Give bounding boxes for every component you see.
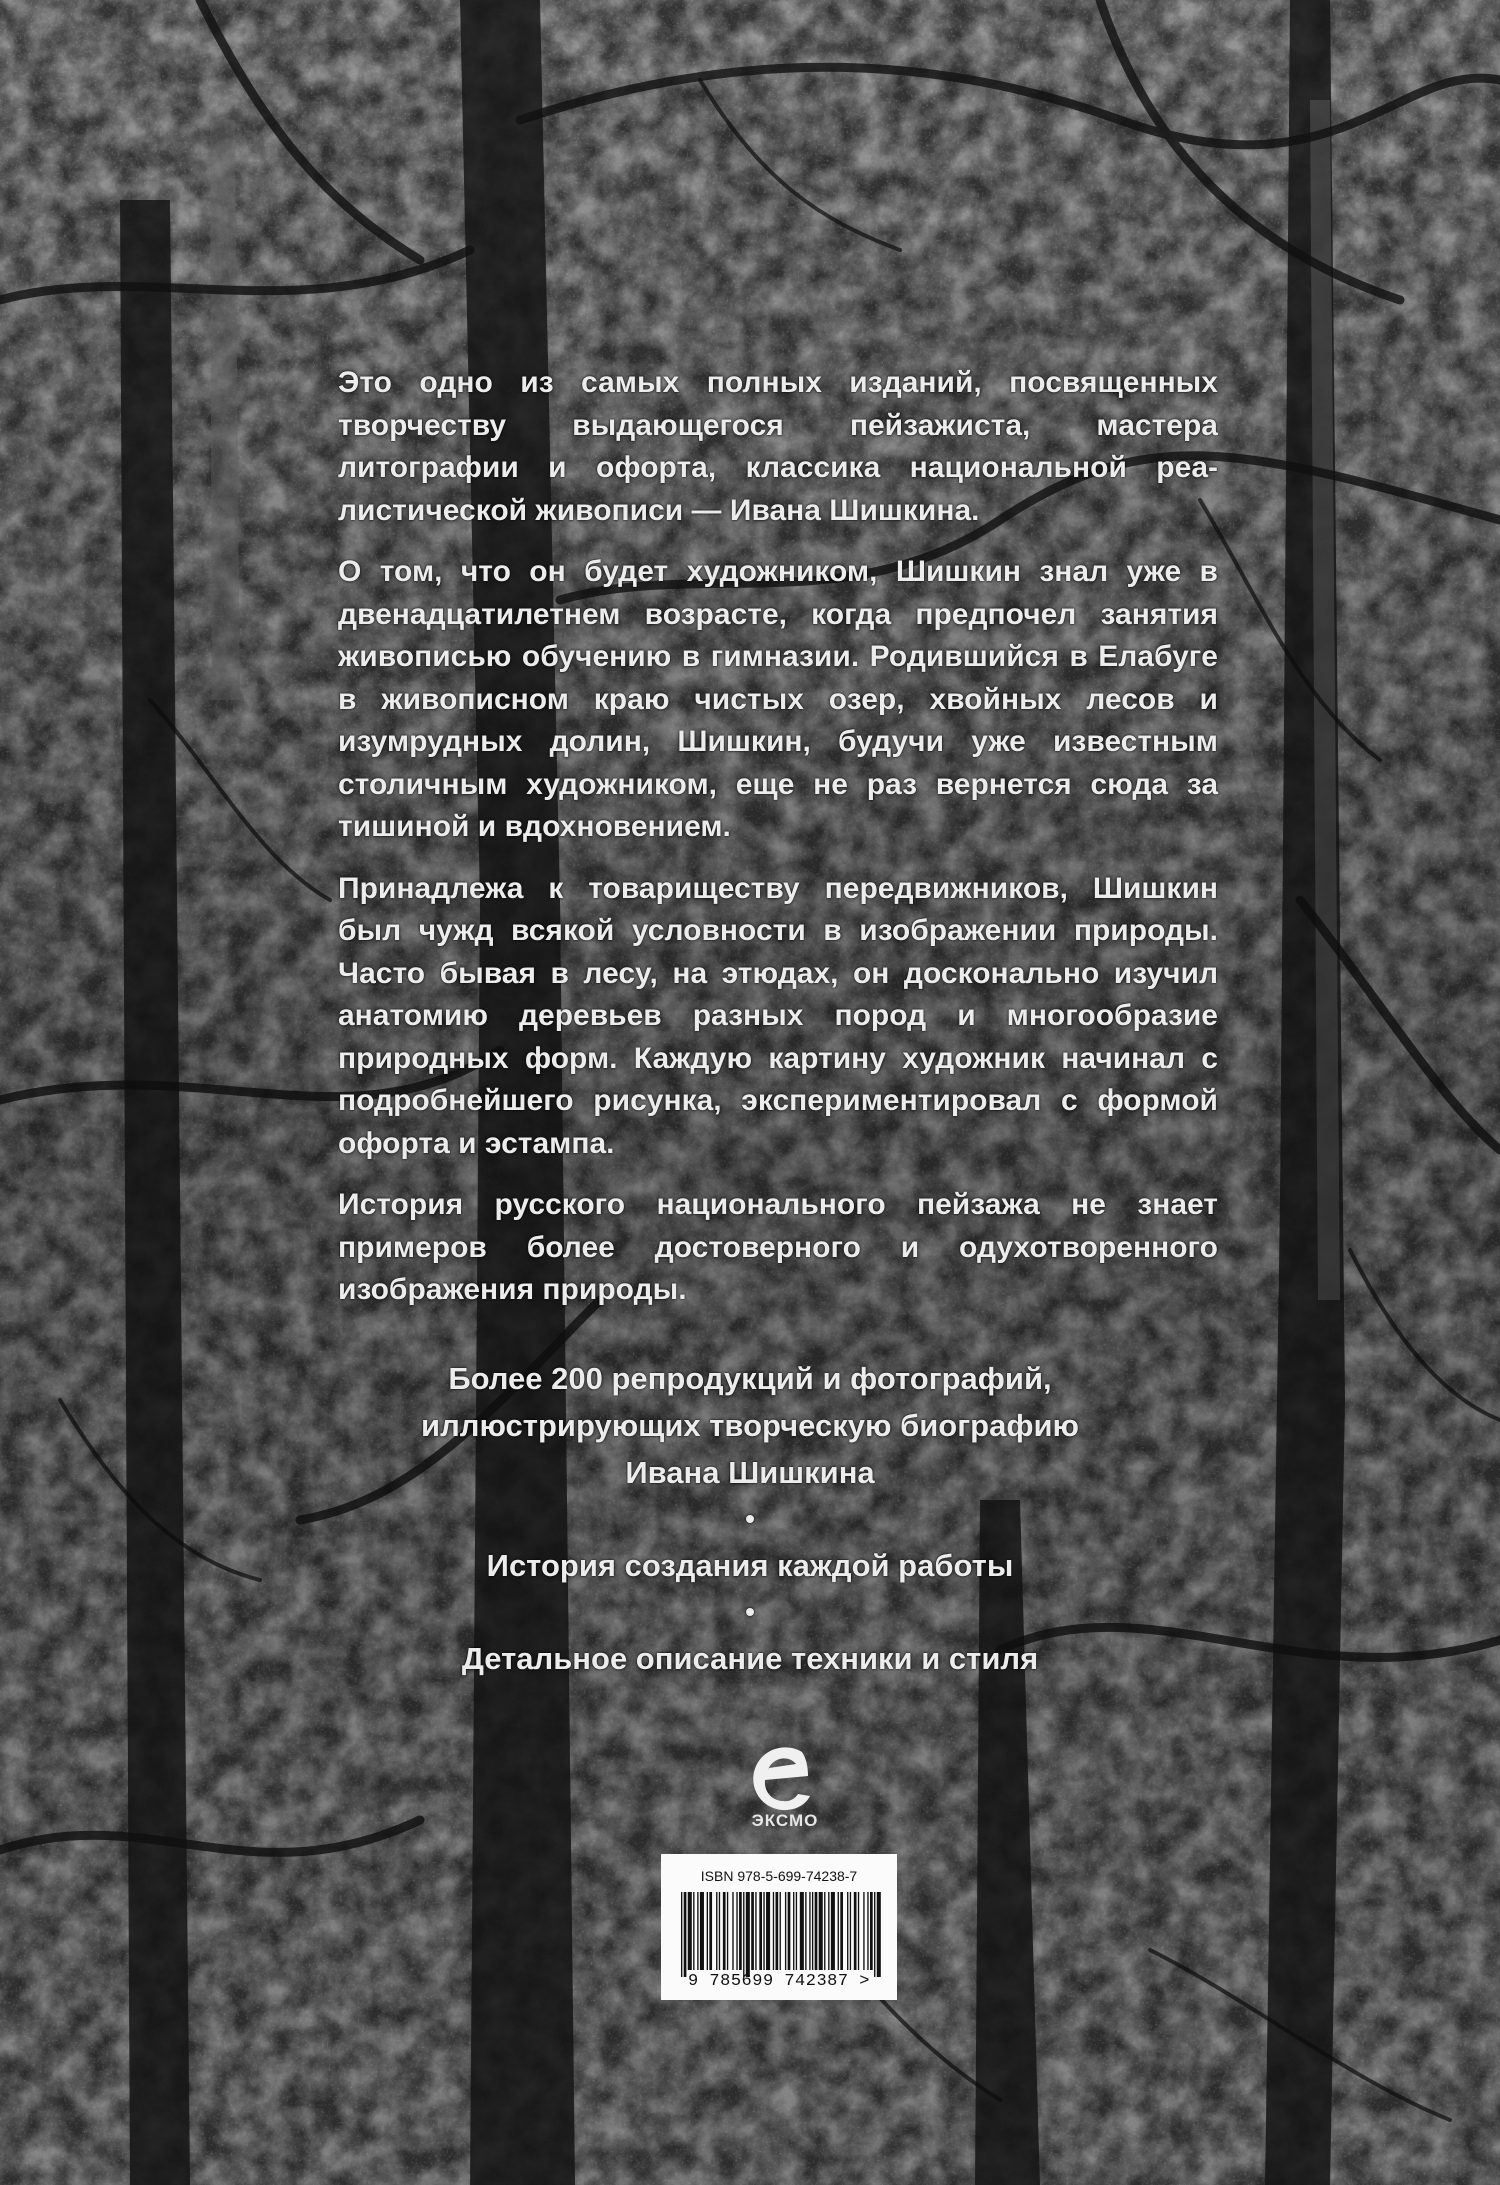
description-paragraph-1: Это одно из самых полных изданий, посвященных творчеству выдающегося пейзажиста, мастера литографии и офорта, классика национальной реалистической живописи — Ивана Шишкина. bbox=[338, 366, 1218, 527]
features-list bbox=[300, 1355, 1200, 1682]
feature-1-line-1: Более 200 репродукций и фотографий, bbox=[448, 1361, 1052, 1396]
feature-3: Детальное описание техники и стиля bbox=[461, 1641, 1039, 1676]
description-paragraph-2: О том, что он будет художником, Шишкин знал уже в двенадцатилетнем возрасте, когда предпочел занятия живописью обучению в гимназии. Родившийся в Елабуге в живописном краю чистых озер, хвойных лесов и изумрудных долин, Шишкин, будучи уже известным столичным художником, еще не раз вернется сюда за тишиной и вдохновением. bbox=[338, 555, 1218, 843]
isbn-barcode bbox=[661, 1854, 897, 2000]
description-paragraph-4: История русского национального пейзажа не знает примеров более достоверного и одухотворенного изображения природы. bbox=[338, 1188, 1218, 1306]
feature-1-line-3: Ивана Шишкина bbox=[625, 1455, 875, 1490]
publisher-name: ЭКСМО bbox=[751, 1811, 819, 1830]
description-paragraph-3: Принадлежа к товариществу передвижников, Шишкин был чужд всякой условности в изображении природы. Часто бывая в лесу, на этюдах, он досконально изучил анатомию деревьев разных пород и многообразие природных форм. Каждую картину художник начинал с подробнейшего рисунка, экспериментировал с формой офорта и эстампа. bbox=[338, 871, 1218, 1160]
bullet-separator-1: • bbox=[745, 1503, 755, 1534]
feature-1-line-2: иллюстрирующих творческую биографию bbox=[421, 1408, 1079, 1443]
book-description bbox=[338, 362, 1218, 1331]
bullet-separator-2: • bbox=[745, 1596, 755, 1627]
isbn-number: ISBN 978-5-699-74238-7 bbox=[700, 1868, 858, 1884]
feature-2: История создания каждой работы bbox=[486, 1548, 1014, 1583]
barcode-bars bbox=[677, 1892, 881, 1977]
barcode-digits: 9 785699 742387 > bbox=[688, 1972, 870, 1991]
